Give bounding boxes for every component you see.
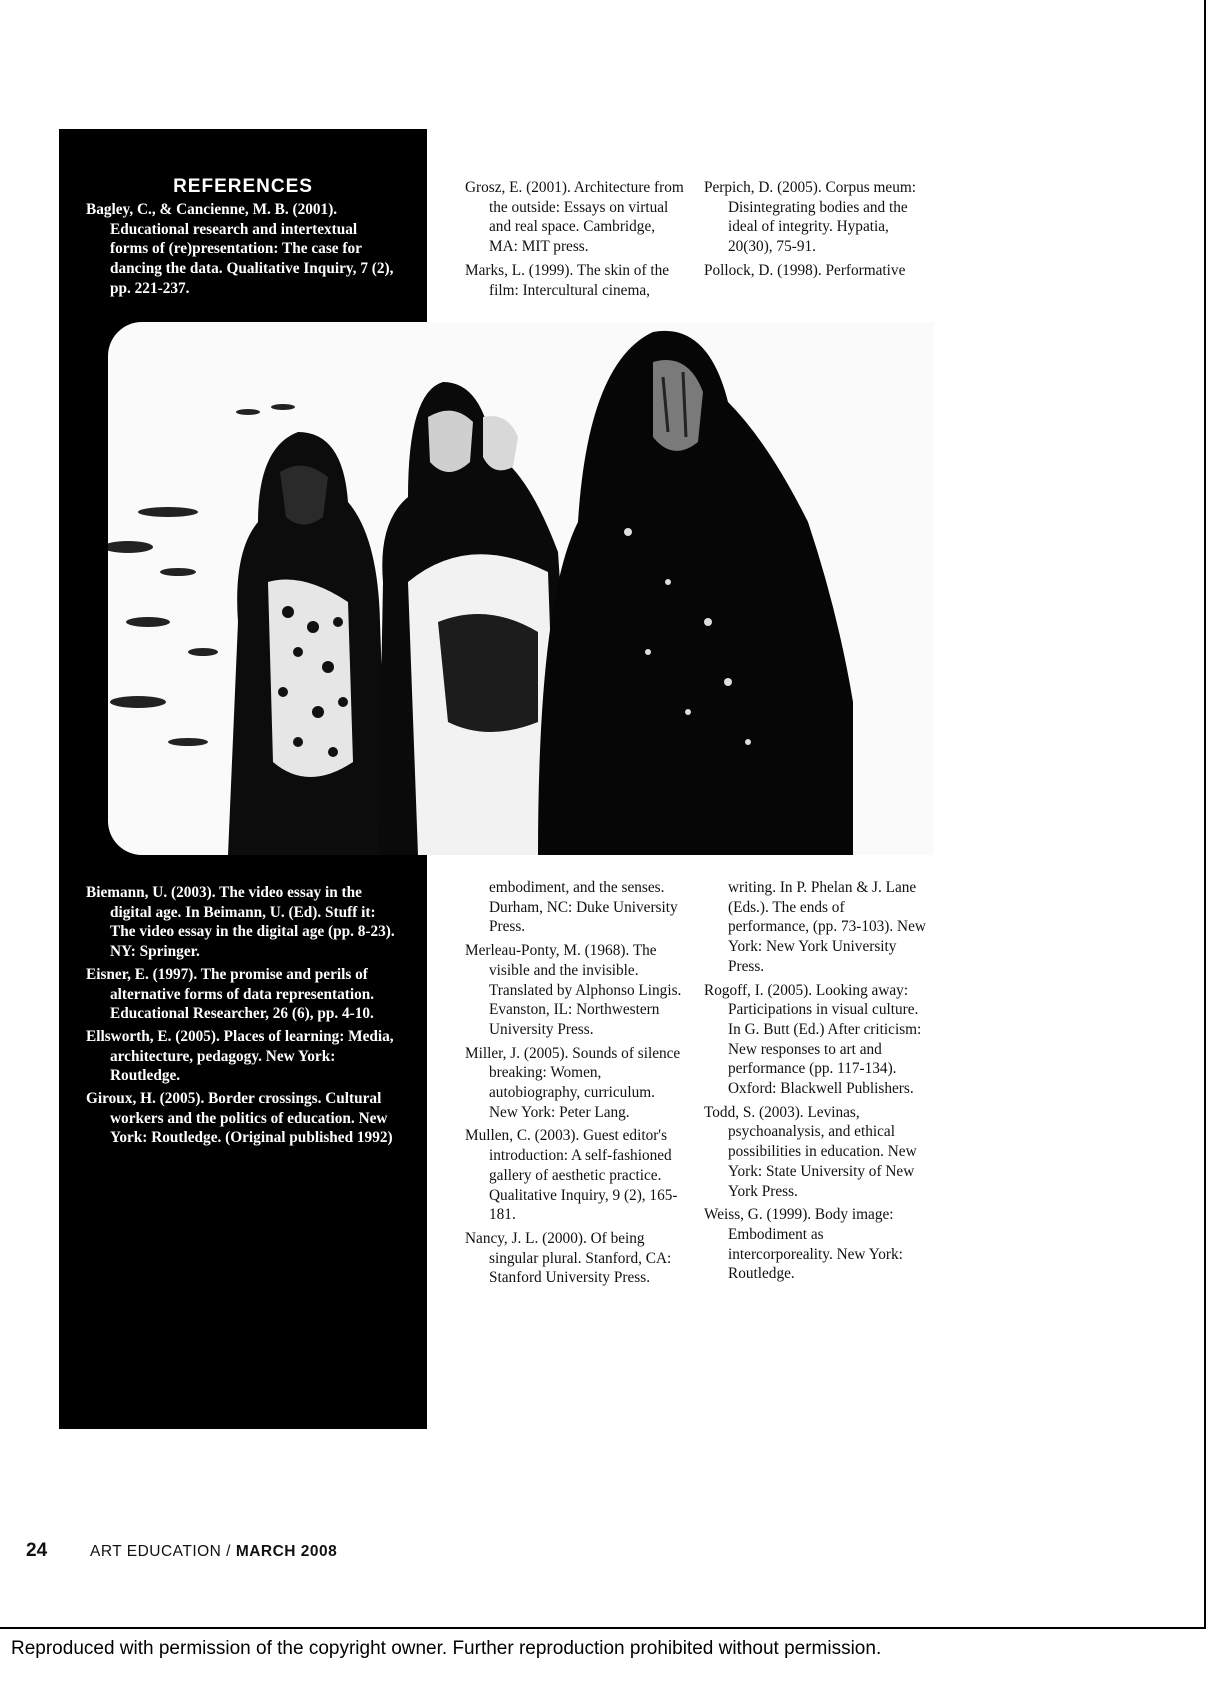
references-column-2-bottom — [465, 878, 687, 1292]
reference-entry: Weiss, G. (1999). Body image: Embodiment as intercorporeality. New York: Routledge. — [704, 1206, 903, 1283]
reference-entry: Mullen, C. (2003). Guest editor's introduction: A self-fashioned gallery of aesthetic practice. Qualitative Inquiry, 9 (2), 165-181. — [465, 1127, 678, 1224]
reference-entry: writing. In P. Phelan & J. Lane (Eds.). The ends of performance, (pp. 73-103). New York: New York University Press. — [728, 879, 926, 975]
copyright-notice: Reproduced with permission of the copyright owner. Further reproduction prohibited without permission. — [11, 1638, 882, 1659]
page-number: 24 — [26, 1540, 48, 1561]
reference-entry: Miller, J. (2005). Sounds of silence breaking: Women, autobiography, curriculum. New York: Peter Lang. — [465, 1044, 681, 1121]
reference-entry: Marks, L. (1999). The skin of the film: Intercultural cinema, — [465, 261, 670, 299]
reference-entry: Pollock, D. (1998). Performative — [704, 261, 906, 279]
references-column-3-bottom — [704, 878, 926, 1288]
running-footer — [90, 1543, 337, 1561]
reference-entry: Ellsworth, E. (2005). Places of learning: Media, architecture, pedagogy. New York: Routledge. — [86, 1027, 394, 1085]
reference-entry: Grosz, E. (2001). Architecture from the outside: Essays on virtual and real space. Cambridge, MA: MIT press. — [465, 179, 684, 256]
photograph-women-in-headscarves — [108, 322, 934, 855]
issue-date: MARCH 2008 — [235, 1543, 338, 1560]
reference-entry: Todd, S. (2003). Levinas, psychoanalysis, and ethical possibilities in education. New York: State University of New York Press. — [704, 1103, 917, 1200]
reference-entry: Bagley, C., & Cancienne, M. B. (2001). Educational research and intertextual forms of (re)presentation: The case for dancing the data. Qualitative Inquiry, 7 (2), pp. 221-237. — [86, 201, 394, 297]
references-column-2-top — [465, 178, 687, 304]
reference-entry: Giroux, H. (2005). Border crossings. Cultural workers and the politics of education. New York: Routledge. (Original published 1992) — [86, 1090, 393, 1147]
publication-name: ART EDUCATION / — [90, 1543, 236, 1560]
reference-entry: Merleau-Ponty, M. (1968). The visible and the invisible. Translated by Alphonso Lingis. Evanston, IL: Northwestern University Press. — [465, 942, 682, 1038]
references-column-3-top — [704, 178, 926, 285]
references-column-1-bottom — [86, 883, 396, 1151]
reference-entry: embodiment, and the senses. Durham, NC: Duke University Press. — [489, 879, 678, 936]
references-column-1-top — [86, 200, 396, 302]
reference-entry: Eisner, E. (1997). The promise and perils of alternative forms of data representation. Educational Researcher, 26 (6), pp. 4-10. — [86, 965, 375, 1023]
reference-entry: Rogoff, I. (2005). Looking away: Participations in visual culture. In G. Butt (Ed.) After criticism: New responses to art and performance (pp. 117-134). Oxford: Blackwell Publishers. — [704, 981, 922, 1098]
references-heading: REFERENCES — [173, 176, 313, 197]
reference-entry: Nancy, J. L. (2000). Of being singular plural. Stanford, CA: Stanford University Press. — [465, 1229, 672, 1287]
reference-entry: Perpich, D. (2005). Corpus meum: Disintegrating bodies and the ideal of integrity. Hypatia, 20(30), 75-91. — [704, 179, 917, 256]
reference-entry: Biemann, U. (2003). The video essay in the digital age. In Beimann, U. (Ed). Stuff it: The video essay in the digital age (pp. 8-23). NY: Springer. — [86, 884, 395, 961]
